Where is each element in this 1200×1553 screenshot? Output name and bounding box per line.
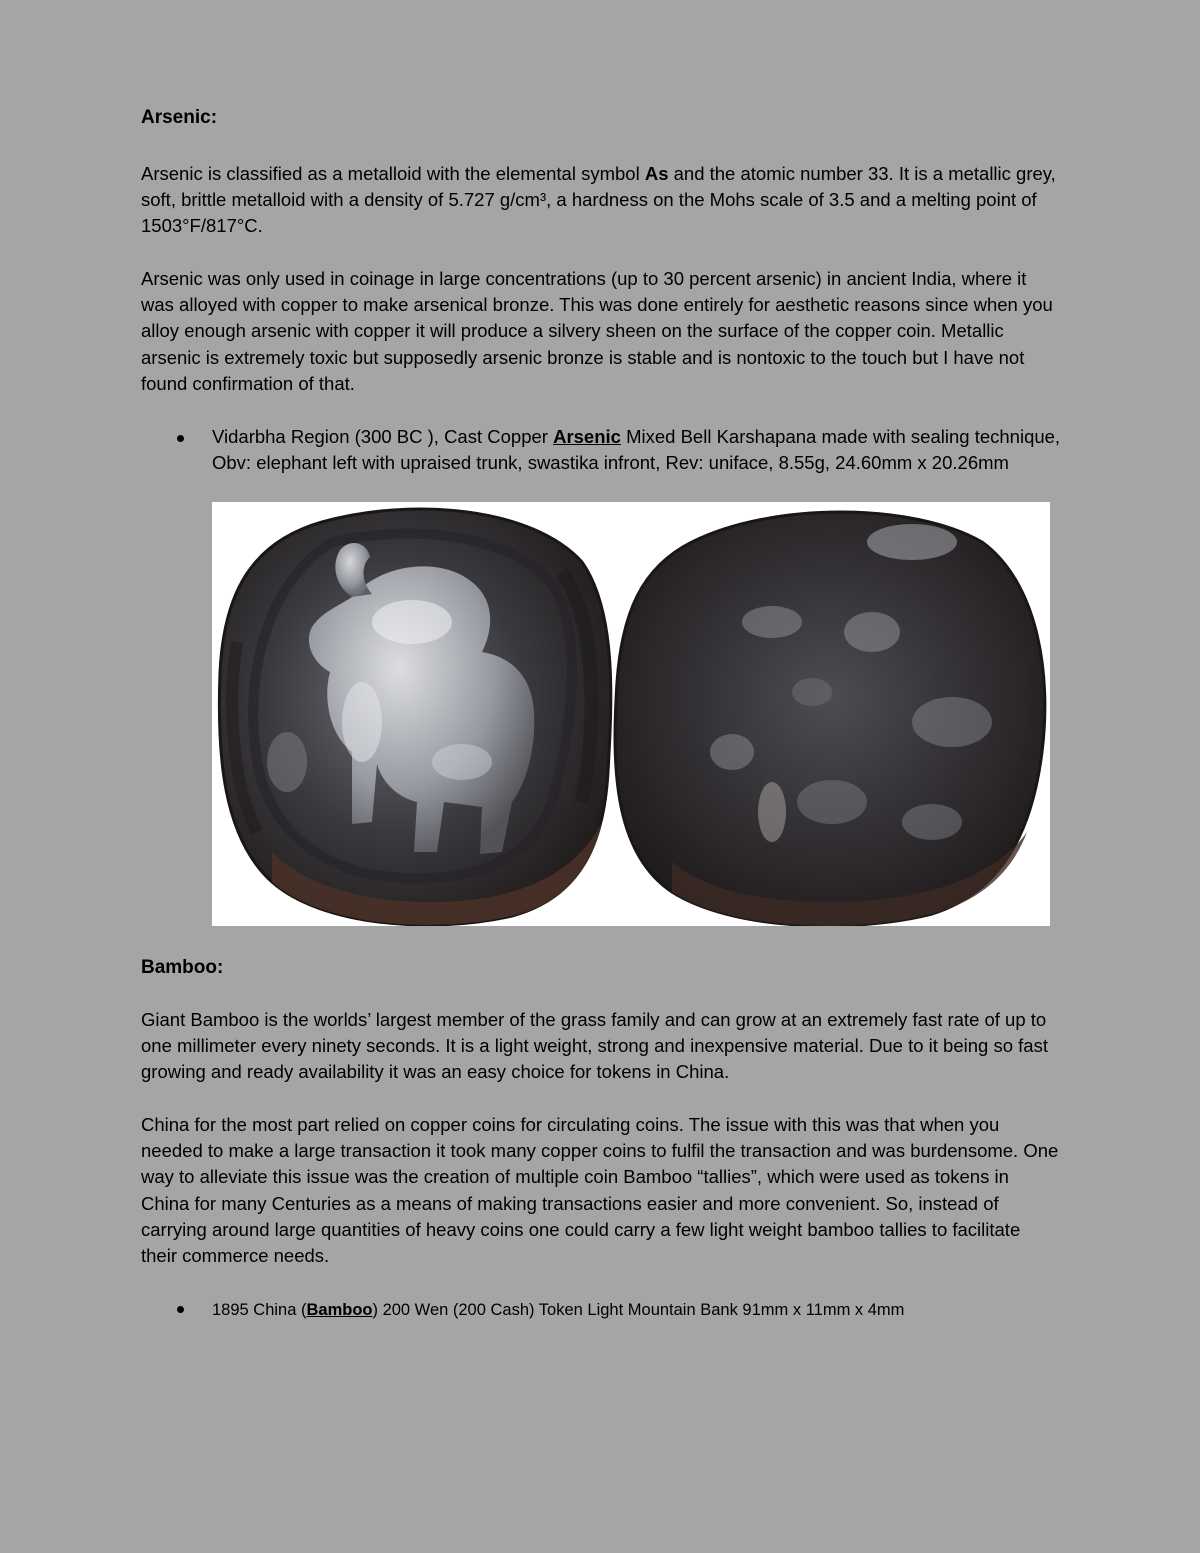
bamboo-bullet-item bbox=[141, 1297, 1061, 1323]
arsenic-bullet-text bbox=[212, 424, 1061, 476]
arsenic-paragraph-2: Arsenic was only used in coinage in large concentrations (up to 30 percent arsenic) in ancient India, where it was alloyed with copper to make arsenical bronze. This was done entirely for aesthetic reasons since when you alloy enough arsenic with copper it will produce a silvery sheen on the surface of the copper coin. Metallic arsenic is extremely toxic but supposedly arsenic bronze is stable and is nontoxic to the touch but I have not found confirmation of that. bbox=[141, 268, 1053, 394]
bamboo-bullet-text-a: 1895 China ( bbox=[212, 1301, 307, 1319]
bamboo-bullet-text-b: ) 200 Wen (200 Cash) Token Light Mountain Bank 91mm x 11mm x 4mm bbox=[372, 1301, 905, 1319]
bamboo-heading: Bamboo: bbox=[141, 957, 224, 978]
arsenic-p1-text-b: and the atomic number 33. It is a metallic grey, soft, brittle metalloid with a density of 5.727 g/cm³, a hardness on the Mohs scale of 3.5 and a melting point of 1503°F/817°C. bbox=[141, 163, 1056, 237]
coin-photo-svg bbox=[212, 502, 1050, 926]
arsenic-p1-text-a: Arsenic is classified as a metalloid with the elemental symbol bbox=[141, 163, 645, 184]
bamboo-paragraph-1: Giant Bamboo is the worlds’ largest member of the grass family and can grow at an extremely fast rate of up to one millimeter every ninety seconds. It is a light weight, strong and inexpensive material. Due to it being so fast growing and ready availability it was an easy choice for tokens in China. bbox=[141, 1009, 1048, 1083]
arsenic-bullet-item bbox=[141, 424, 1061, 476]
arsenic-symbol: As bbox=[644, 163, 669, 184]
arsenic-heading: Arsenic: bbox=[141, 107, 218, 128]
coin-obverse bbox=[219, 509, 611, 925]
arsenic-link[interactable]: Arsenic bbox=[553, 426, 621, 447]
arsenic-paragraph-1 bbox=[141, 161, 1061, 240]
coin-reverse bbox=[615, 512, 1045, 926]
bamboo-bullet-text bbox=[212, 1297, 1061, 1323]
bullet-icon bbox=[177, 435, 184, 442]
arsenic-bullet-text-b: Mixed Bell Karshapana made with sealing technique, Obv: elephant left with upraised trunk, swastika infront, Rev: uniface, 8.55g, 24.60mm x 20.26mm bbox=[212, 426, 1061, 474]
coin-photo bbox=[212, 502, 1050, 926]
bullet-icon bbox=[177, 1306, 184, 1313]
bamboo-paragraph-2: China for the most part relied on copper coins for circulating coins. The issue with this was that when you needed to make a large transaction it took many copper coins to fulfil the transaction and was burdensome. One way to alleviate this issue was the creation of multiple coin Bamboo “tallies”, which were used as tokens in China for many Centuries as a means of making transactions easier and more convenient. So, instead of carrying around large quantities of heavy coins one could carry a few light weight bamboo tallies to facilitate their commerce needs. bbox=[141, 1114, 1059, 1267]
bamboo-link[interactable]: Bamboo bbox=[306, 1301, 373, 1319]
arsenic-bullet-text-a: Vidarbha Region (300 BC ), Cast Copper bbox=[212, 426, 554, 447]
